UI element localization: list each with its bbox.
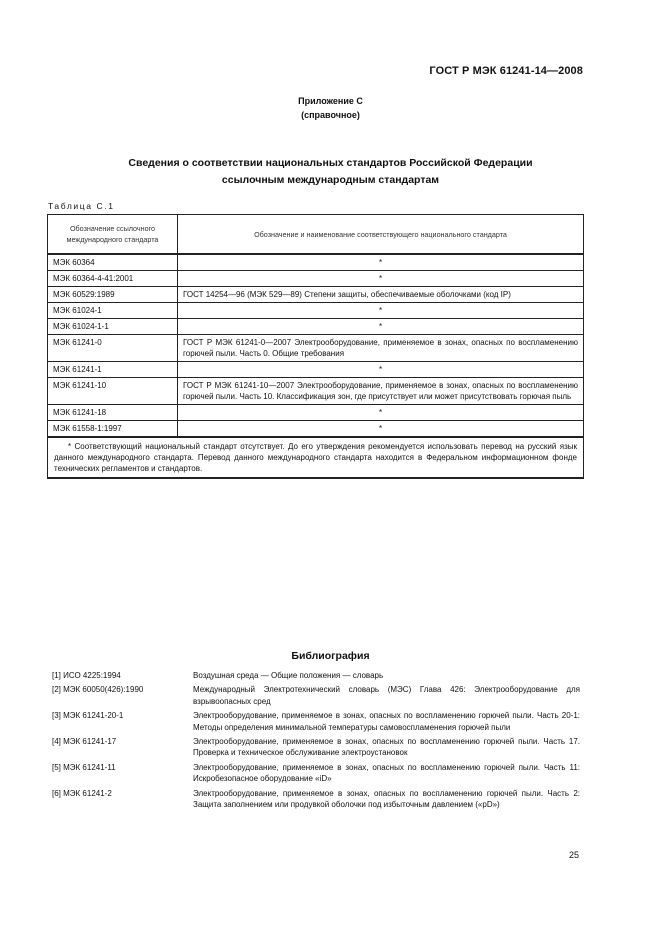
table-header-row	[48, 215, 584, 255]
appendix-heading	[0, 94, 661, 122]
table-cell-national: *	[178, 405, 584, 421]
page-number: 25	[568, 850, 579, 860]
bibliography-item	[52, 788, 580, 811]
bibliography-item	[52, 710, 580, 733]
table-row	[48, 335, 584, 362]
bibliography-ref: [1] ИСО 4225:1994	[52, 671, 121, 680]
table-row	[48, 362, 584, 378]
table-cell-ref: МЭК 61024-1-1	[48, 319, 178, 335]
table-cell-national: ГОСТ 14254—96 (МЭК 529—89) Степени защиты, обеспечиваемые оболочками (код IP)	[178, 287, 584, 303]
section-title-line-2: ссылочным международным стандартам	[221, 174, 440, 186]
table-caption: Таблица С.1	[48, 201, 115, 211]
table-row	[48, 421, 584, 438]
table-cell-national: *	[178, 362, 584, 378]
bibliography-item	[52, 762, 580, 785]
table-header-col-national: Обозначение и наименование соответствующего национального стандарта	[178, 215, 584, 255]
bibliography-item	[52, 736, 580, 759]
standard-code: ГОСТ Р МЭК 61241-14—2008	[429, 65, 583, 77]
bibliography-list	[52, 670, 580, 813]
table-cell-national: *	[178, 319, 584, 335]
section-title	[0, 155, 661, 189]
table-cell-national: ГОСТ Р МЭК 61241-0—2007 Электрооборудование, применяемое в зонах, опасных по воспламенению горючей пыли. Часть 0. Общие требования	[178, 335, 584, 362]
table-cell-ref: МЭК 60529:1989	[48, 287, 178, 303]
table-cell-ref: МЭК 61558-1:1997	[48, 421, 178, 438]
bibliography-ref: [6] МЭК 61241-2	[52, 788, 112, 798]
table-cell-ref: МЭК 61241-1	[48, 362, 178, 378]
table-cell-ref: МЭК 60364-4-41:2001	[48, 271, 178, 287]
bibliography-ref: [4] МЭК 61241-17	[52, 737, 117, 747]
appendix-subtitle: (справочное)	[301, 110, 360, 120]
bibliography-item	[52, 670, 580, 681]
table-footnote: * Соответствующий национальный стандарт отсутствует. До его утверждения рекомендуется использовать перевод на русский язык данного международного стандарта. Перевод данного международного стандарта находится в Федеральном информационном фонде технических регламентов и стандартов.	[54, 442, 577, 473]
table-cell-ref: МЭК 61024-1	[48, 303, 178, 319]
bibliography-ref: [3] МЭК 61241-20-1	[52, 711, 124, 721]
table-footnote-cell	[48, 437, 584, 478]
bibliography-text: Электрооборудование, применяемое в зонах, опасных по воспламенению горючей пыли. Часть 11: Искробезопасное оборудование «iD»	[193, 762, 580, 784]
table-cell-ref: МЭК 61241-10	[48, 378, 178, 405]
bibliography-item	[52, 684, 580, 707]
table-row	[48, 303, 584, 319]
table-cell-ref: МЭК 60364	[48, 254, 178, 271]
table-cell-national: *	[178, 303, 584, 319]
bibliography-title: Библиография	[291, 650, 370, 662]
correspondence-table	[47, 214, 584, 479]
bibliography-text: Электрооборудование, применяемое в зонах, опасных по воспламенению горючей пыли. Часть 2: Защита заполнением или продувкой оболочки под избыточным давлением («pD»)	[193, 788, 580, 810]
appendix-title: Приложение С	[298, 96, 363, 106]
bibliography-text: Электрооборудование, применяемое в зонах, опасных по воспламенению горючей пыли. Часть 20-1: Методы определения минимальной температуры самовоспламенения горючей пыли	[193, 711, 580, 732]
table-row	[48, 287, 584, 303]
section-title-line-1: Сведения о соответствии национальных стандартов Российской Федерации	[128, 157, 533, 169]
table-cell-national: *	[178, 254, 584, 271]
table-row	[48, 271, 584, 287]
bibliography-text: Электрооборудование, применяемое в зонах, опасных по воспламенению горючей пыли. Часть 17. Проверка и техническое обслуживание электроустановок	[193, 737, 580, 758]
table-footnote-row	[48, 437, 584, 478]
bibliography-ref: [2] МЭК 60050(426):1990	[52, 685, 144, 695]
table-cell-national: ГОСТ Р МЭК 61241-10—2007 Электрооборудование, применяемое в зонах, опасных по воспламенению горючей пыли. Часть 10. Классификация зон, где присутствует или может присутствовать горючая пыль	[178, 378, 584, 405]
bibliography-text: Международный Электротехнический словарь (МЭС) Глава 426: Электрооборудование для взрывоопасных сред	[193, 685, 580, 706]
table-cell-national: *	[178, 421, 584, 438]
table-cell-ref: МЭК 61241-0	[48, 335, 178, 362]
table-cell-ref: МЭК 61241-18	[48, 405, 178, 421]
table-row	[48, 405, 584, 421]
bibliography-text: Воздушная среда — Общие положения — словарь	[193, 671, 384, 680]
bibliography-ref: [5] МЭК 61241-11	[52, 762, 116, 772]
table-header-col-ref: Обозначение ссылочного международного стандарта	[48, 215, 178, 255]
table-row	[48, 319, 584, 335]
table-cell-national: *	[178, 271, 584, 287]
table-row	[48, 254, 584, 271]
table-row	[48, 378, 584, 405]
